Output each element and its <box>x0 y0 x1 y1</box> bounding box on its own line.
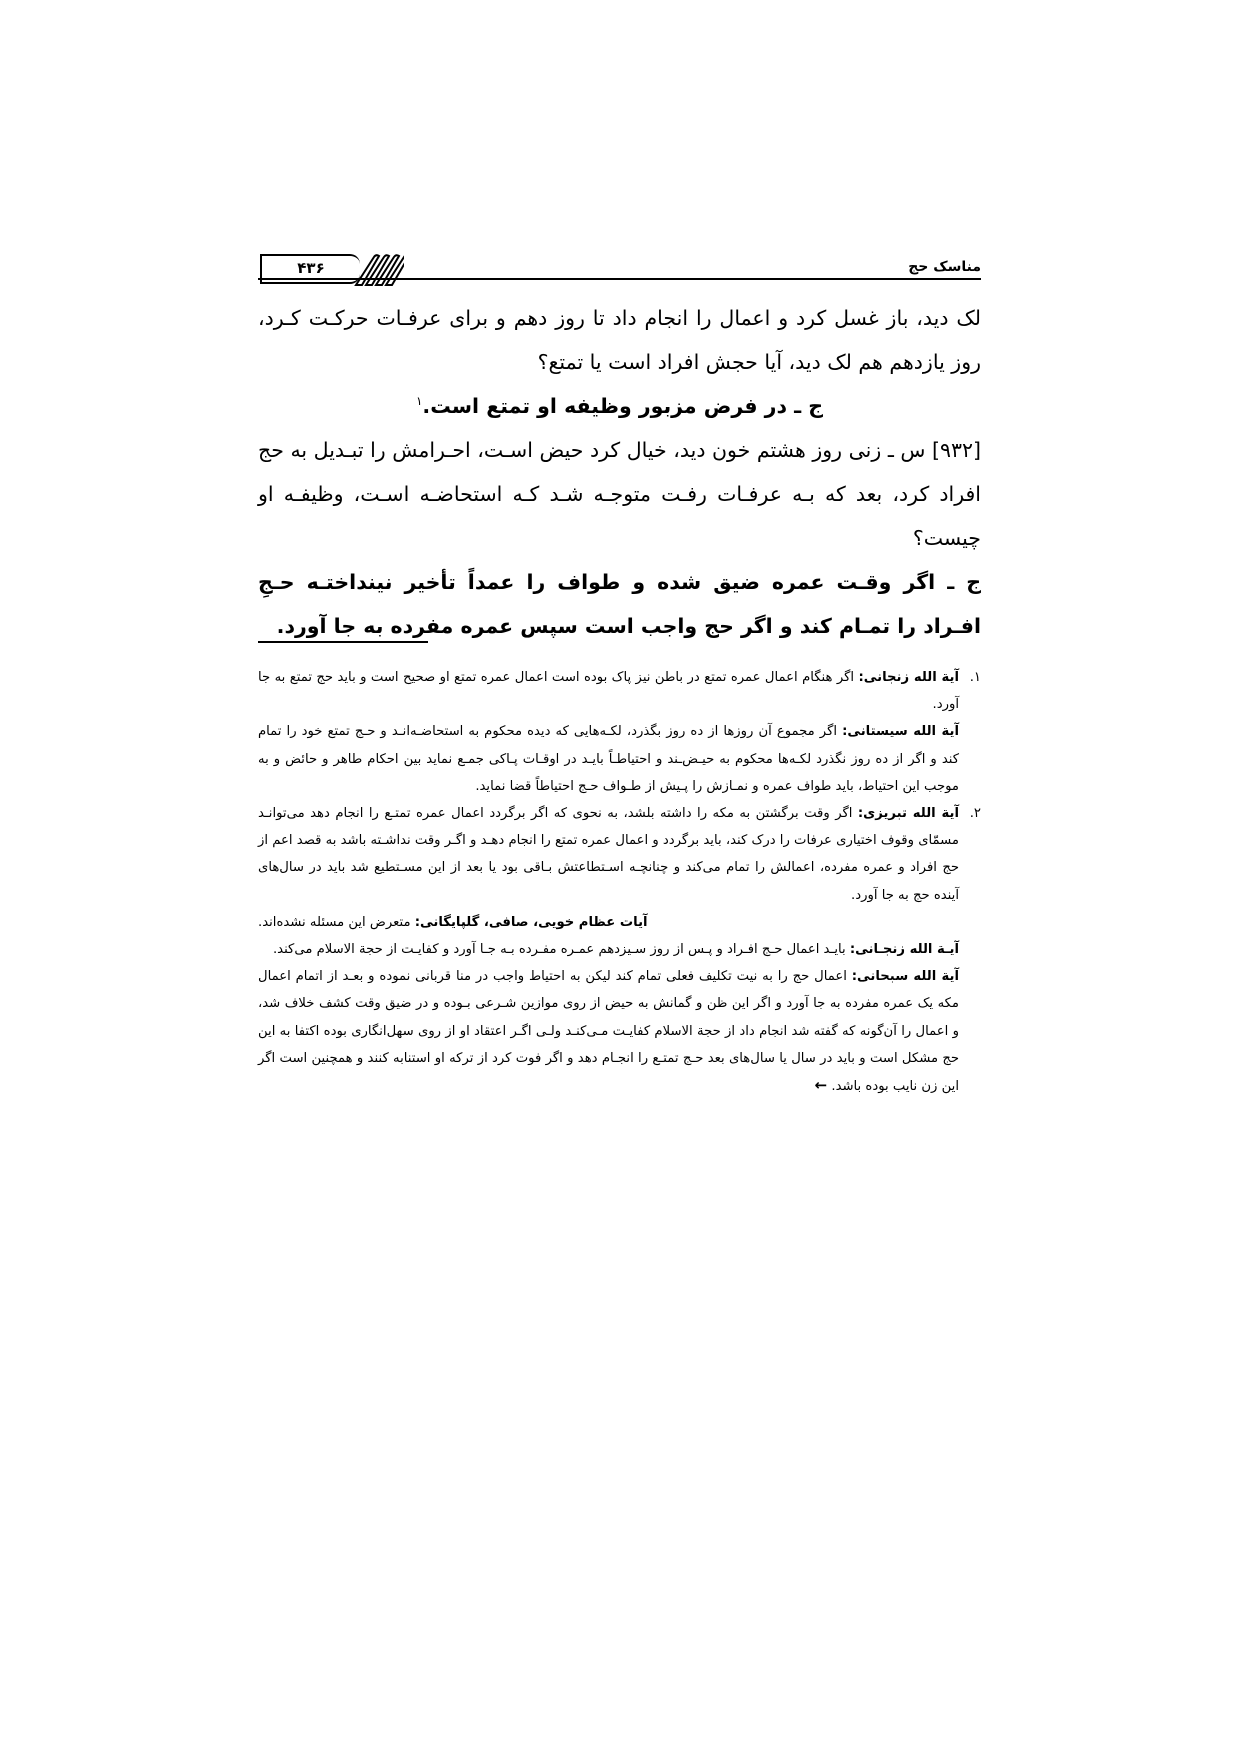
continuation-arrow-icon: ← <box>814 1076 828 1095</box>
footnote-item <box>258 664 981 718</box>
page-body <box>258 296 981 648</box>
question-marker: س ـ <box>887 438 926 462</box>
marja-name: آیة الله سبحانی: <box>851 969 959 985</box>
paragraph-question-932 <box>258 428 981 560</box>
marja-name: آیة الله زنجانی: <box>858 670 959 685</box>
footnote-text: اگر وقت برگشتن به مکه را داشته بلشد، به نحوی که اگر برگردد اعمال عمره تمتـع را انجام دهد می‌توانـد مسمّای وقوف اختیاری عرفات را درک کند، باید برگردد و اعمال عمره تمتع را انجام دهـد و اگـر وقت نداشـته باشد به قصد اعم از حج افراد و عمره مفرده، اعمالش را تمام می‌کند و چنانچـه اسـتطاعتش بـاقی بود یا بعد از این مسـتطیع شد باید در سال‌های آینده حج به جا آورد. <box>258 806 959 903</box>
marja-name: آیات عظام خویی، صافی، گلپایگانی: <box>414 914 648 930</box>
answer-marker: ج ـ <box>794 394 824 418</box>
paragraph-question-continuation: لک دید، باز غسل کرد و اعمال را انجام داد تا روز دهم و برای عرفـات حرکـت کـرد، روز یازدهم هم لک دید، آیا حجش افراد است یا تمتع؟ <box>258 306 981 374</box>
marja-name: آیة الله سیستانی: <box>842 724 959 740</box>
footnote-text: بایـد اعمال حـج افـراد و پـس از روز سـیزدهم عمـره مفـرده بـه جـا آورد و کفایـت از حجة الاسلام می‌کند. <box>272 942 846 958</box>
header-divider <box>258 278 981 280</box>
footnote-subitem <box>258 963 959 1100</box>
footnote-separator <box>258 641 428 643</box>
footnote-subitem <box>258 909 959 936</box>
footnote-body <box>258 664 959 718</box>
footnote-text: اگر مجموع آن روزها از ده روز بگذرد، لکـه‌هایی که دیده محکوم به استحاضـه‌انـد و حـج تمتع خود را تمام کند و اگر از ده روز نگذرد لکـه‌ها محکوم به حیـض‌ـند و احتیاطـاً بایـد در اوقـات پـاکی جمـع نماید بین احکام طاهر و حائض و به موجب این احتیاط، باید طواف عمره و نمـازش را پـیش از طـواف حـج احتیاطاً قضا نماید. <box>258 724 959 794</box>
answer-marker: ج ـ <box>947 570 981 594</box>
question-number: [۹۳۲] <box>931 438 981 462</box>
question-text: زنی روز هشتم خون دید، خیال کرد حیض اسـت، احـرامش را تبـدیل به حج افراد کرد، بعد که بـه عرفـات رفـت متوجـه شـد کـه استحاضـه اسـت، وظیفـه او چیست؟ <box>258 438 981 550</box>
footnote-text: متعرض این مسئله نشده‌اند. <box>258 914 411 930</box>
paragraph-answer-1 <box>258 384 981 428</box>
page-number: ۴۳۶ <box>297 258 325 277</box>
footnote-text: اعمال حج را به نیت تکلیف فعلی تمام کند لیکن به احتیاط واجب در منا قربانی نموده و بعـد از اتمام اعمال مکه یک عمره مفرده به جا آورد و اگر این ظن و گمانش به حیض از روی موازین شـرعی بـوده و در ضیق وقت کشف خلاف شد، و اعمال را آن‌گونه که گفته شد انجام داد از حجة الاسلام کفایـت مـی‌کنـد ولـی اگـر اعتقاد او از روی سهل‌انگاری بوده اکتفا به این حج مشکل است و باید در سال یا سال‌های بعد حـج تمتـع را انجـام دهد و اگر فوت کرد از ترکه او استنابه کنند و همچنین است اگر این زن نایب بوده باشد. <box>258 969 959 1095</box>
marja-name: آیة الله تبریزی: <box>857 806 959 822</box>
footnote-marker: ۱. <box>969 670 981 685</box>
answer-text: در فرض مزبور وظیفه او تمتع است. <box>422 394 787 418</box>
running-title: مناسک حج <box>908 259 981 275</box>
footnote-item <box>258 800 981 909</box>
footnote-subitem <box>258 936 959 963</box>
footnote-marker: ۲. <box>969 806 981 822</box>
answer-text: اگر وقـت عمره ضیق شده و طواف را عمداً تأخیر نینداختـه حـجِ افـراد را تمـام کند و اگر حج واجب است سپس عمره مفرده به جا آورد. <box>258 570 981 638</box>
footnote-text: اگر هنگام اعمال عمره تمتع در باطن نیز پاک بوده است اعمال عمره تمتع او صحیح است و باید حج تمتع به جا آورد. <box>258 670 959 713</box>
footnotes-section <box>258 664 981 1100</box>
folio-block <box>258 252 404 286</box>
marja-name: آیـة الله زنجـانی: <box>849 942 959 958</box>
page-header <box>258 236 981 280</box>
paragraph-answer-2 <box>258 560 981 648</box>
footnote-subitem <box>258 718 959 800</box>
footnote-body <box>258 800 959 909</box>
footnote-reference-1: ۱ <box>415 394 423 409</box>
